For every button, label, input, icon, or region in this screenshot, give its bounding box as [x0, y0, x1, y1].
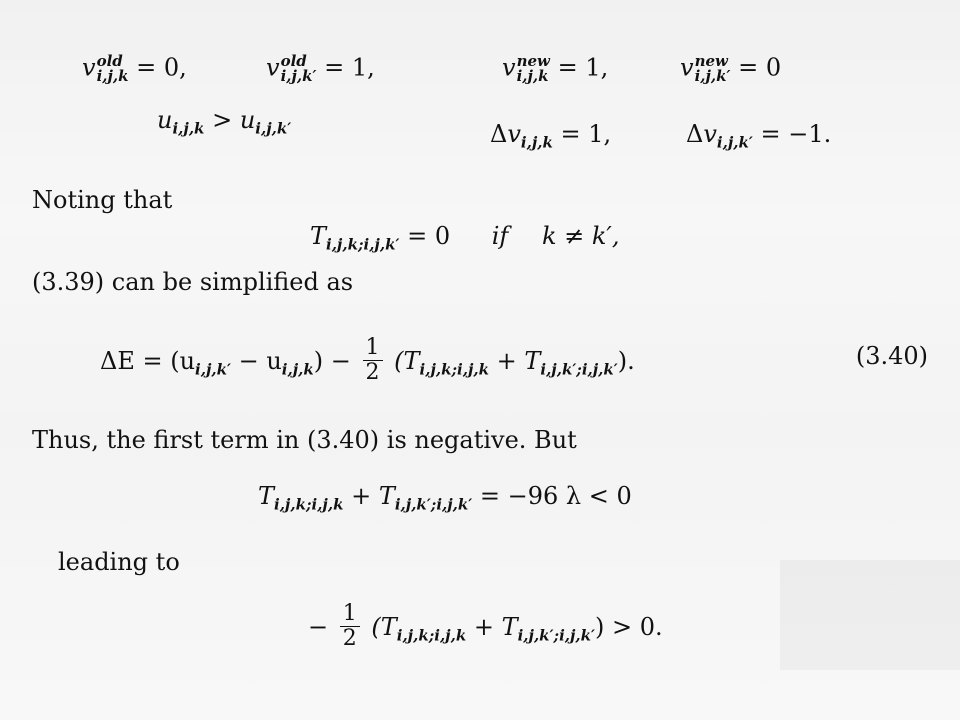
eq-v-new-ijk-prime: v new i,j,k′ = 0	[680, 52, 782, 85]
eq-delta-v-ijk-prime: $\Delta v_{i,j,k'} = -1$.	[686, 120, 832, 152]
eq-u-inequality: $u_{i,j,k} > u_{i,j,k'}$	[157, 106, 292, 138]
fraction-one-half: $\frac{1}{2}$	[363, 336, 383, 385]
eq-t-sum: $T_{i,j,k;i,j,k} + T_{i,j,k';i,j,k'} = -96$ λ < 0	[258, 482, 632, 514]
text-thus-first-term: Thus, the first term in (3.40) is negative. But	[32, 426, 577, 454]
eq-final-inequality: − $\frac{1}{2}$ $(T_{i,j,k;i,j,k} + T_{i,j,k';i,j,k'}) > 0$.	[308, 601, 663, 651]
eq-delta-e: $\Delta E = (u_{i,j,k'} - u_{i,j,k})$ − $\frac{1}{2}$ $(T_{i,j,k;i,j,k} + T_{i,j,k';i,j,k'})$.	[100, 335, 635, 385]
eq-v-new-ijk: v new i,j,k = 1,	[502, 52, 609, 85]
eq-v-old-ijk-prime: v old i,j,k′ = 1,	[266, 52, 375, 85]
text-leading-to: leading to	[58, 548, 180, 576]
text-can-be-simplified: (3.39) can be simplified as	[32, 268, 354, 296]
eq-delta-v-ijk: $\Delta v_{i,j,k} = 1$,	[490, 120, 612, 152]
eq-t-zero: $T_{i,j,k;i,j,k'} = 0$ if k ≠ k′,	[310, 222, 620, 254]
equation-number-3-40: (3.40)	[855, 342, 928, 370]
bleed-through-shade	[780, 560, 960, 670]
eq-v-old-ijk: v old i,j,k = 0,	[82, 52, 187, 85]
fraction-one-half-final: $\frac{1}{2}$	[340, 602, 360, 651]
text-noting-that: Noting that	[32, 186, 173, 214]
